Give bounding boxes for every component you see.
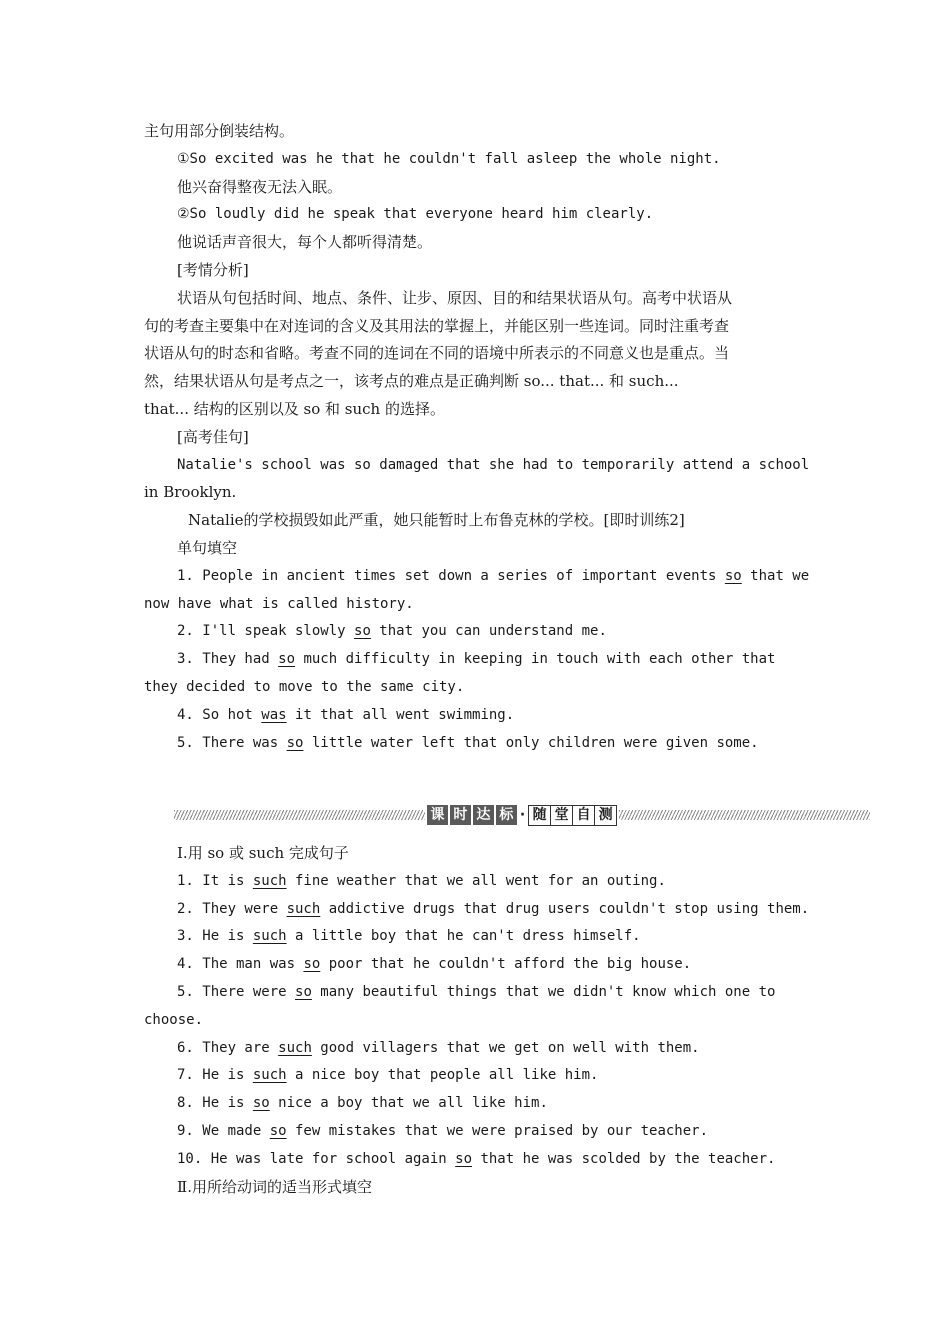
exercise-item: 7. He is such a nice boy that people all like him.: [177, 1067, 599, 1084]
gaokao-sentence-en-cont: in Brooklyn.: [144, 483, 237, 502]
banner-tag-light: [528, 805, 617, 826]
exercise-item: 5. There was so little water left that only children were given some.: [177, 734, 759, 751]
exercise-item: 2. I'll speak slowly so that you can understand me.: [177, 623, 607, 640]
analysis-line: 然，结果状语从句是考点之一，该考点的难点是正确判断 so... that... 和 such...: [144, 372, 679, 391]
banner-char: 测: [595, 806, 616, 825]
exercise-item: 5. There were so many beautiful things that we didn't know which one to: [177, 983, 776, 1000]
banner-char: 时: [450, 805, 471, 825]
exercise-item: 10. He was late for school again so that he was scolded by the teacher.: [177, 1150, 776, 1167]
example-2-zh: 他说话声音很大，每个人都听得清楚。: [177, 233, 433, 252]
banner-separator: ·: [519, 807, 526, 823]
banner-char: 自: [573, 806, 595, 825]
answer-blank: so: [252, 1095, 270, 1112]
exercise-item: 4. The man was so poor that he couldn't afford the big house.: [177, 956, 692, 973]
exercise-item-cont: now have what is called history.: [144, 595, 414, 612]
exercise-title: 单句填空: [177, 538, 238, 557]
answer-blank: so: [278, 651, 296, 668]
hatch-divider: [619, 810, 870, 820]
section-title: Ⅱ.用所给动词的适当形式填空: [177, 1177, 372, 1196]
answer-blank: such: [286, 900, 321, 917]
exercise-item: 6. They are such good villagers that we get on well with them.: [177, 1039, 700, 1056]
answer-blank: so: [354, 623, 371, 640]
exercise-item: 1. It is such fine weather that we all went for an outing.: [177, 872, 666, 889]
document-body: [144, 118, 810, 757]
exercise-item: 8. He is so nice a boy that we all like him.: [177, 1095, 548, 1112]
analysis-heading: [考情分析]: [177, 260, 249, 279]
gaokao-sentence-zh: Natalie的学校损毁如此严重，她只能暂时上布鲁克林的学校。[即时训练2]: [188, 511, 685, 530]
exercise-item: 2. They were such addictive drugs that drug users couldn't stop using them.: [177, 900, 810, 917]
answer-blank: so: [455, 1150, 473, 1167]
answer-blank: such: [278, 1039, 312, 1056]
exercise-item: 3. They had so much difficulty in keeping in touch with each other that: [177, 651, 776, 668]
section-title: Ⅰ.用 so 或 such 完成句子: [177, 844, 349, 862]
banner-tag-dark: [427, 805, 517, 825]
exercise-item: 1. People in ancient times set down a series of important events so that we: [177, 567, 810, 584]
banner-char: 课: [427, 805, 448, 825]
gaokao-sentence-en: Natalie's school was so damaged that she had to temporarily attend a school: [177, 456, 810, 473]
example-2-en: ②So loudly did he speak that everyone heard him clearly.: [177, 206, 654, 223]
answer-blank: such: [252, 872, 287, 889]
intro-line: 主句用部分倒装结构。: [144, 122, 295, 140]
exercise-item-cont: choose.: [144, 1011, 204, 1028]
analysis-line: that... 结构的区别以及 so 和 such 的选择。: [144, 399, 445, 418]
answer-blank: so: [303, 956, 321, 973]
example-1-en: ①So excited was he that he couldn't fall asleep the whole night.: [177, 150, 721, 167]
banner-char: 堂: [551, 806, 573, 825]
answer-blank: was: [261, 706, 287, 723]
analysis-line: 句的考查主要集中在对连词的含义及其用法的掌握上，并能区别一些连词。同时注重考查: [144, 316, 730, 335]
exercise-item: 4. So hot was it that all went swimming.: [177, 706, 515, 723]
banner-char: 随: [529, 806, 551, 825]
answer-blank: such: [252, 928, 287, 945]
gaokao-heading: [高考佳句]: [177, 427, 249, 446]
example-1-zh: 他兴奋得整夜无法入眠。: [177, 177, 343, 196]
banner-char: 达: [473, 805, 494, 825]
answer-blank: so: [295, 983, 312, 1000]
hatch-divider: [174, 810, 425, 820]
section-banner: [174, 803, 870, 827]
answer-blank: so: [286, 734, 304, 751]
banner-char: 标: [496, 805, 517, 825]
exercise-item: 3. He is such a little boy that he can't dress himself.: [177, 928, 641, 945]
answer-blank: so: [269, 1122, 287, 1139]
analysis-line: 状语从句的时态和省略。考查不同的连词在不同的语境中所表示的不同意义也是重点。当: [144, 344, 730, 363]
exercise-section-1: [144, 840, 810, 1201]
answer-blank: so: [724, 567, 742, 584]
analysis-line: 状语从句包括时间、地点、条件、让步、原因、目的和结果状语从句。高考中状语从: [177, 288, 733, 307]
exercise-item: 9. We made so few mistakes that we were praised by our teacher.: [177, 1122, 709, 1139]
exercise-item-cont: they decided to move to the same city.: [144, 678, 465, 695]
answer-blank: such: [252, 1067, 287, 1084]
